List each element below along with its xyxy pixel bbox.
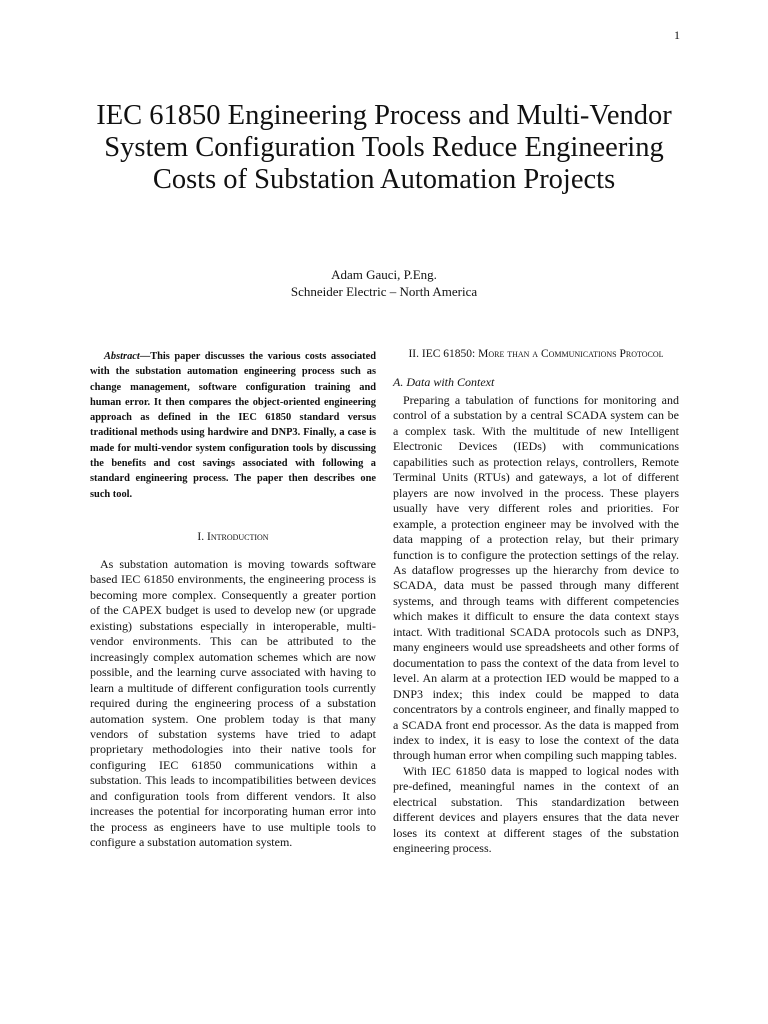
page-number: 1 — [674, 28, 680, 42]
section2-paragraph-1: Preparing a tabulation of functions for monitoring and control of a substation by a central SCADA system can be a complex task. With the multitude of new Intelligent Electronic Devices (IEDs) with communications capabilities such as protection relays, controllers, Remote Terminal Units (RTUs) and gateways, a lot of different players are now involved in the process. These players usually have very different roles and priorities. For example, a protection engineer may be involved with the data mapping of a protection relay, but their primary function is to configure the protection settings of the relay. As dataflow progresses up the hierarchy from device to SCADA, data must be passed through many different systems, and through teams with different competencies which makes it difficult to ensure the data context stays intact. With traditional SCADA protocols such as DNP3, many engineers would use spreadsheets and other forms of documentation to pass the context of the data from level to level. An alarm at a protection IED would be mapped to a DNP3 index; this index could be mapped to data concentrators by a controls engineer, and finally mapped to a SCADA front end processor. As the data is mapped from index to index, it is easy to lose the context of the data through human error when compiling such mapping tables. — [393, 393, 679, 763]
section-title-prefix: IEC 61850: — [421, 348, 479, 360]
section-title: Introduction — [206, 530, 269, 543]
section-heading-iec61850 — [393, 347, 679, 362]
section-heading-introduction — [90, 530, 376, 545]
author-name: Adam Gauci, P.Eng. — [331, 267, 437, 282]
author-block — [90, 266, 678, 300]
paper-title: IEC 61850 Engineering Process and Multi-Vendor System Configuration Tools Reduce Engineering Costs of Substation Automation Projects — [96, 100, 672, 195]
abstract-label: Abstract — [104, 351, 140, 362]
abstract — [90, 349, 376, 502]
section2-paragraph-2: With IEC 61850 data is mapped to logical nodes with pre-defined, meaningful names in the context of an electrical substation. This standardization between different devices and players ensures that the data never loses its context at different stages of the substation engineering process. — [393, 763, 679, 856]
section-numeral: II. — [408, 348, 419, 360]
abstract-text: —This paper discusses the various costs associated with the substation automation engineering process such as change management, software configuration training and human error. It then compares the object-oriented engineering approach as defined in the IEC 61850 standard versus traditional methods using hardwire and DNP3. Finally, a case is made for multi-vendor system configuration tools by discussing the benefits and cost savings associated with following a standard engineering process. The paper then describes one such tool. — [90, 351, 376, 500]
left-column — [90, 349, 376, 851]
subsection-heading-data-with-context: A. Data with Context — [393, 375, 495, 389]
introduction-paragraph: As substation automation is moving towards software based IEC 61850 environments, the engineering process is becoming more complex. Consequently a greater portion of the CAPEX budget is used to develop new (or upgrade existing) substations especially in interoperable, multi-vendor environments. This can be attributed to the increasingly complex automation schemes which are now possible, and the learning curve associated with having to learn a multitude of different configuration tools currently required during the engineering process of a substation automation system. One problem today is that many vendors of substation systems have tried to adapt proprietary methodologies into their native tools for configuring IEC 61850 communications within a substation. This leads to incompatibilities between devices and configuration tools from different vendors. It also increases the potential for incorporating human error into the process as engineers have to use multiple tools to configure a substation automation system. — [90, 556, 376, 850]
author-affiliation: Schneider Electric – North America — [290, 284, 478, 299]
right-column — [393, 347, 679, 857]
section-numeral: I. — [197, 530, 205, 543]
section-title: More than a Communications Protocol — [478, 348, 664, 360]
